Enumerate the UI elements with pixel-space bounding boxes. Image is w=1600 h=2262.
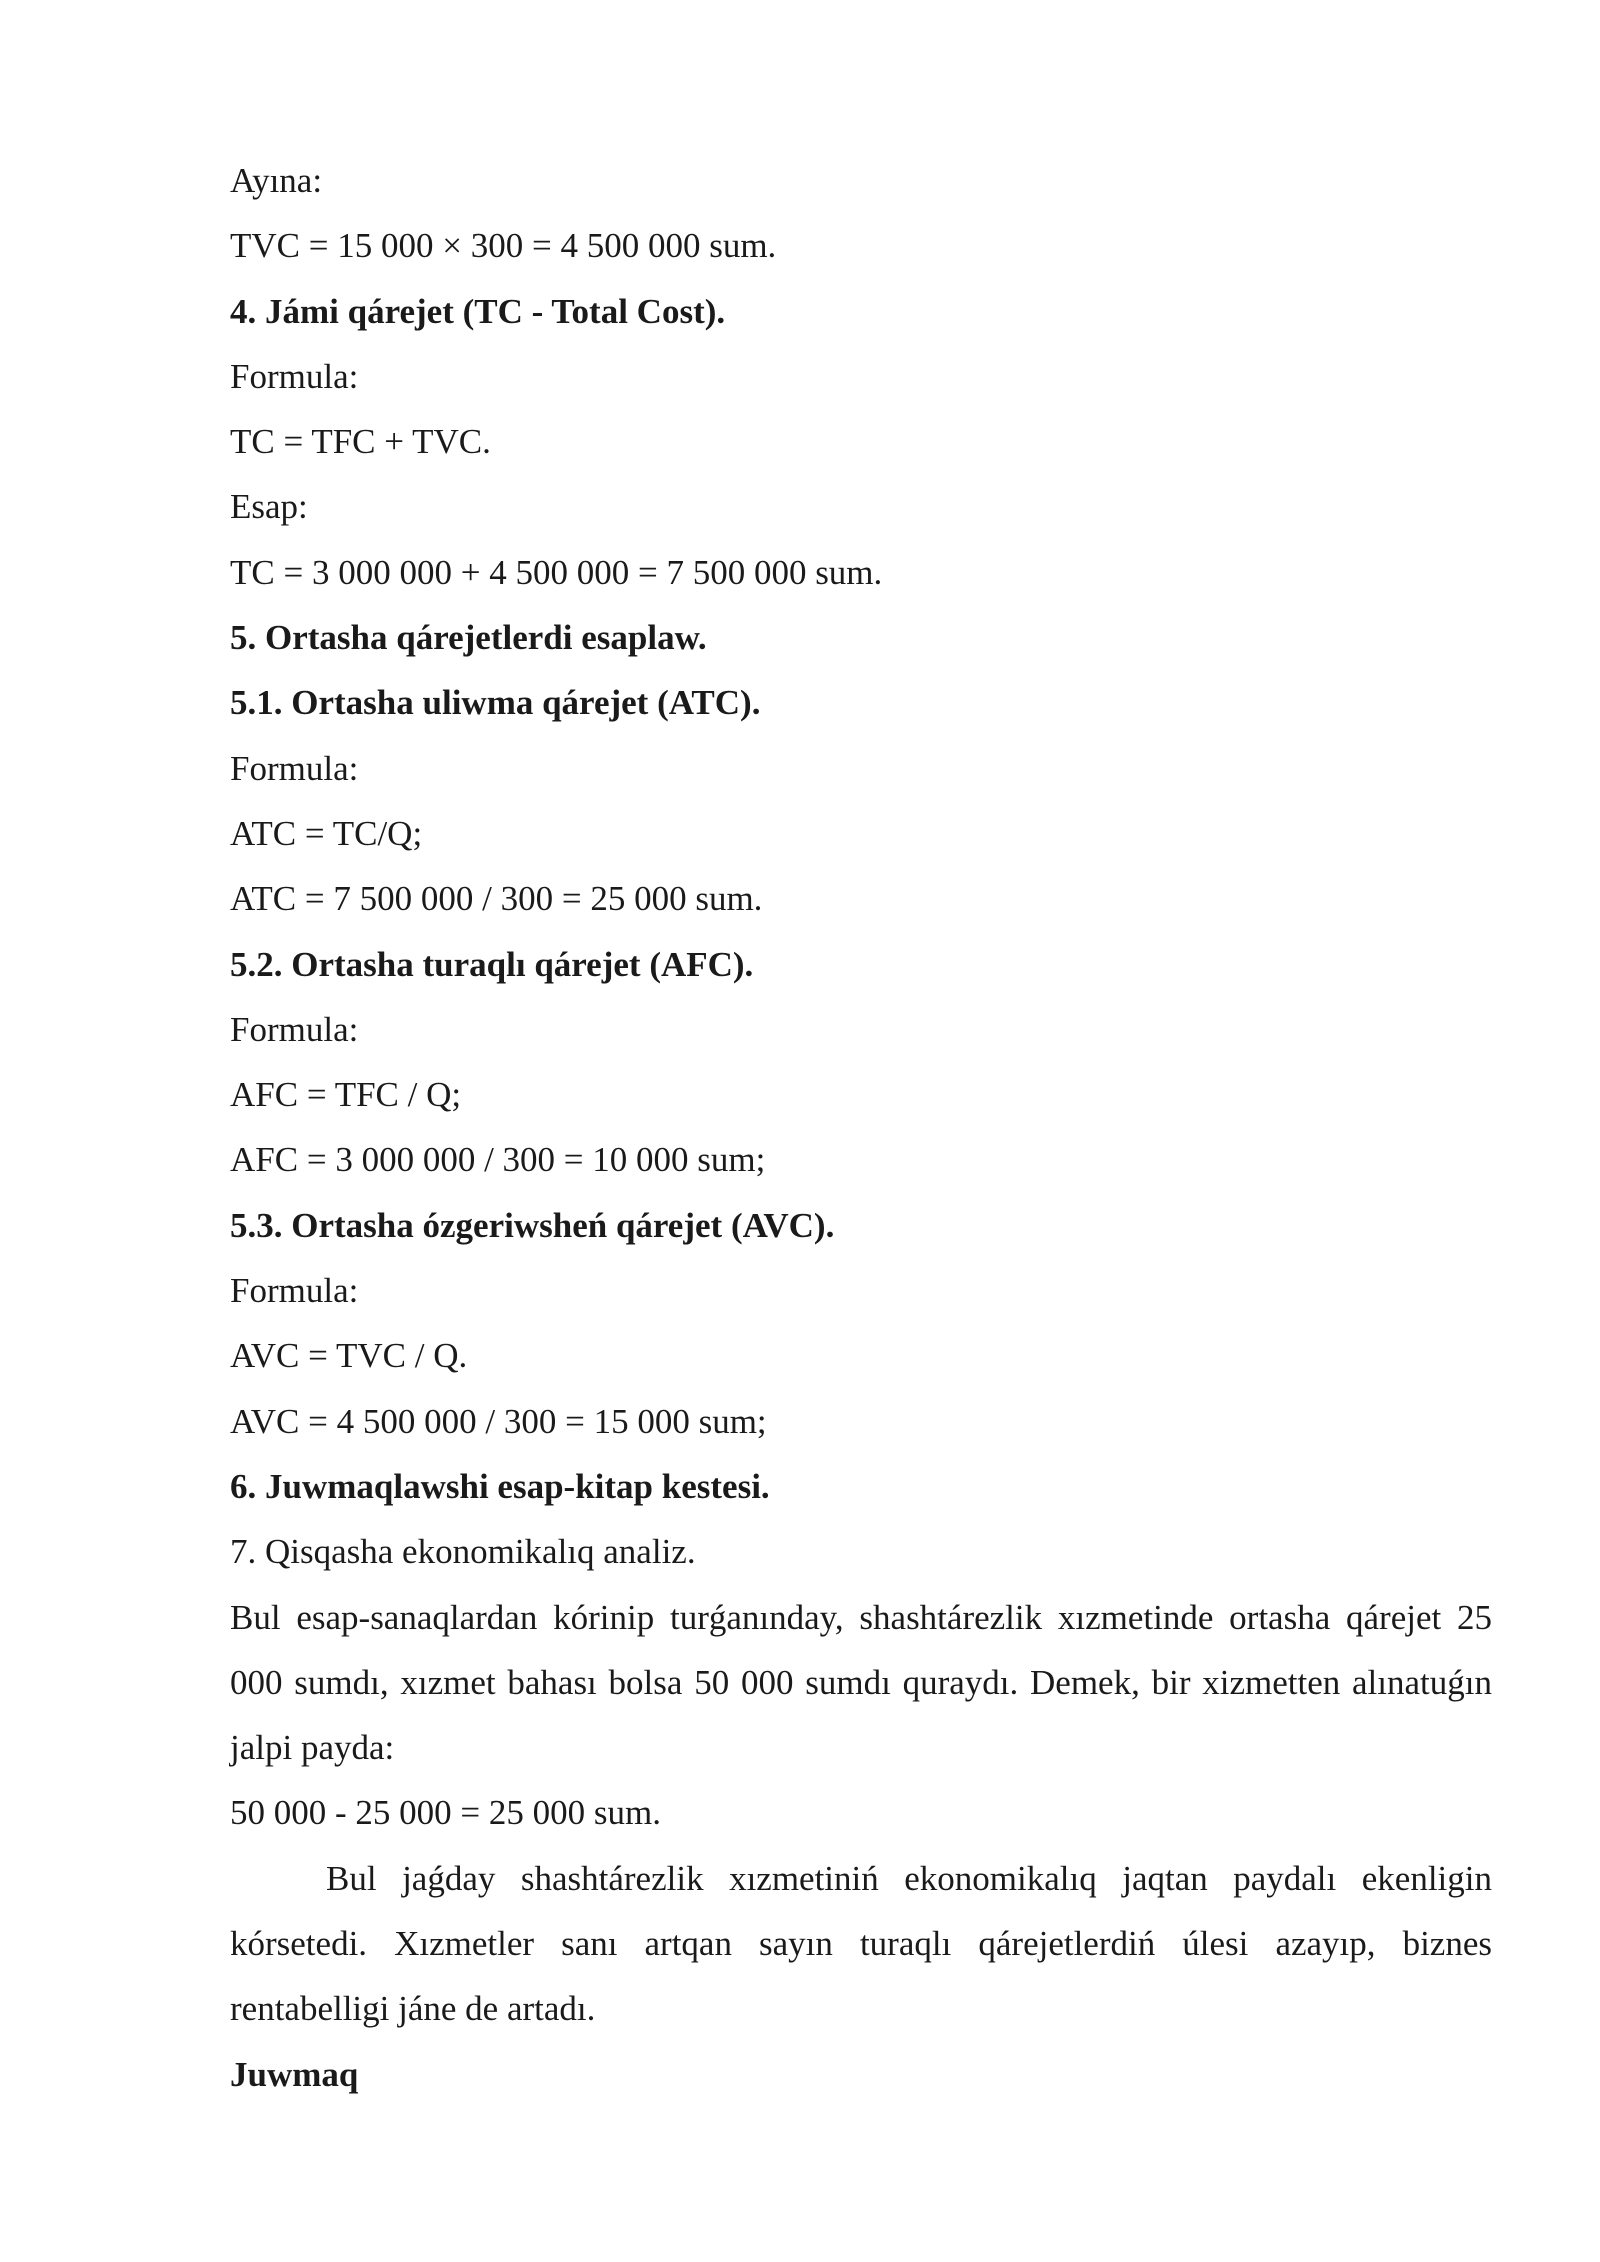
section-heading: 5. Ortasha qárejetlerdi esaplaw. — [230, 618, 707, 658]
formula-lines — [230, 148, 1492, 1585]
conclusion-paragraph: Bul jaǵday shashtárezlik xızmetiniń ekonomikalıq jaqtan paydalı ekenligin kórsetedi. Xızmetler sanı artqan sayın turaqlı qárejetlerdiń úlesi azayıp, biznes rentabelligi jáne de artadı. — [230, 1858, 1492, 2029]
text-line: AVC = 4 500 000 / 300 = 15 000 sum; — [230, 1401, 767, 1441]
text-line: TC = TFC + TVC. — [230, 422, 491, 462]
text-line: AVC = TVC / Q. — [230, 1336, 468, 1376]
profit-line: 50 000 - 25 000 = 25 000 sum. — [230, 1793, 661, 1833]
document-page — [230, 148, 1492, 2107]
text-line: Ayına: — [230, 161, 323, 200]
text-line: Esap: — [230, 487, 308, 527]
text-line: TC = 3 000 000 + 4 500 000 = 7 500 000 sum. — [230, 552, 883, 592]
text-line: TVC = 15 000 × 300 = 4 500 000 sum. — [230, 226, 777, 266]
text-line: Formula: — [230, 748, 359, 788]
text-line: Formula: — [230, 1009, 359, 1049]
closing-heading: Juwmaq — [230, 2054, 359, 2094]
section-heading: 5.2. Ortasha turaqlı qárejet (AFC). — [230, 944, 754, 984]
section-heading: 5.3. Ortasha ózgeriwsheń qárejet (AVC). — [230, 1205, 835, 1245]
text-line: ATC = 7 500 000 / 300 = 25 000 sum. — [230, 879, 763, 919]
text-line: Formula: — [230, 356, 359, 396]
text-line: AFC = TFC / Q; — [230, 1075, 462, 1115]
text-line: ATC = TC/Q; — [230, 813, 423, 853]
section-heading: 5.1. Ortasha uliwma qárejet (ATC). — [230, 683, 761, 723]
analysis-paragraph: Bul esap-sanaqlardan kórinip turǵanınday, shashtárezlik xızmetinde ortasha qárejet 25 000 sumdı, xızmet bahası bolsa 50 000 sumdı quraydı. Demek, bir xizmetten alınatuǵın jalpi payda: — [230, 1597, 1492, 1768]
section-heading: 4. Jámi qárejet (TC - Total Cost). — [230, 291, 726, 331]
text-line: 7. Qisqasha ekonomikalıq analiz. — [230, 1532, 696, 1572]
section-heading: 6. Juwmaqlawshi esap-kitap kestesi. — [230, 1466, 770, 1506]
text-line: Formula: — [230, 1271, 359, 1311]
text-line: AFC = 3 000 000 / 300 = 10 000 sum; — [230, 1140, 766, 1180]
